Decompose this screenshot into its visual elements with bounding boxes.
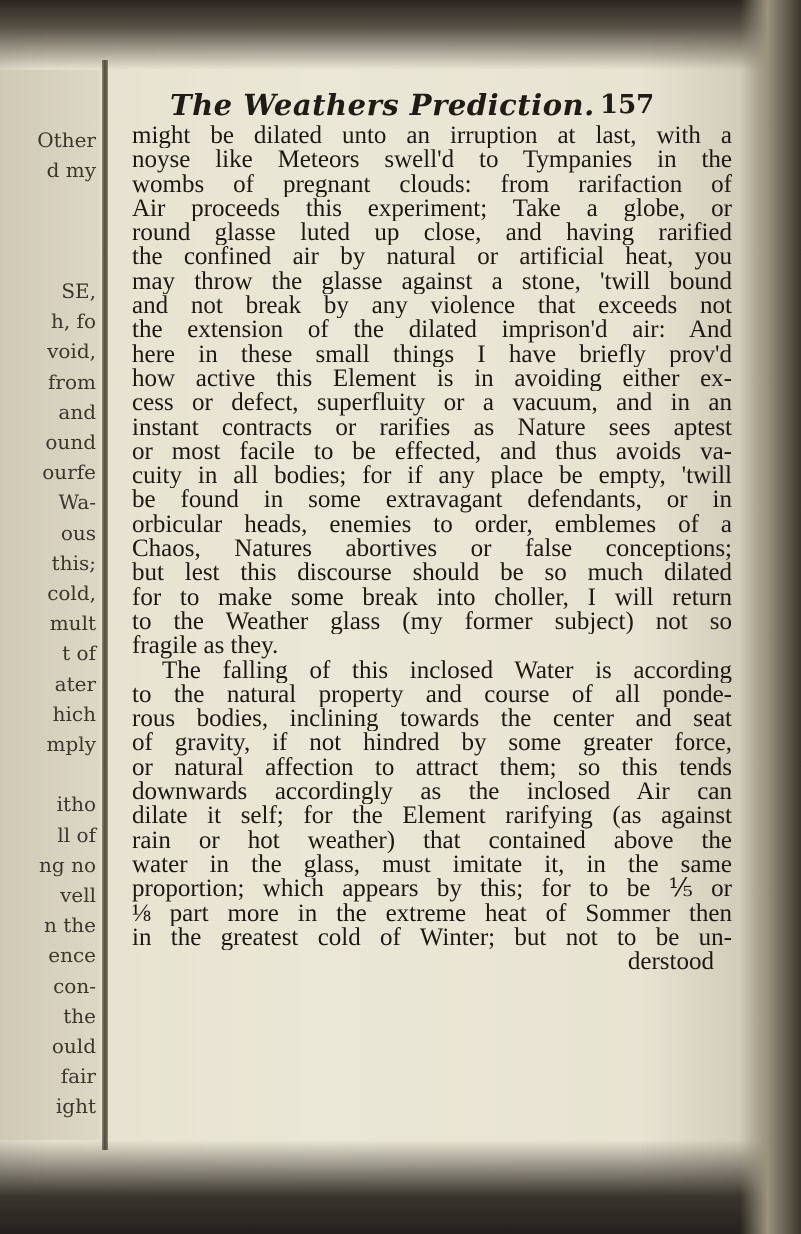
- left-page-fragment: ight: [55, 1094, 96, 1119]
- page-header: [130, 88, 730, 128]
- text-line: the extension of the dilated imprison'd air: And: [132, 318, 732, 343]
- text-line: how active this Element is in avoiding either ex-: [132, 366, 732, 392]
- text-line: rous bodies, inclining towards the center and seat: [132, 707, 732, 732]
- left-page-fragment: con-: [53, 973, 96, 998]
- text-line: proportion; which appears by this; for to be ⅕ or: [132, 877, 732, 902]
- text-line: to the Weather glass (my former subject) not so: [132, 609, 732, 635]
- left-page-fragment: ater: [54, 671, 96, 696]
- left-page-fragment: vell: [60, 883, 96, 907]
- left-page-fragment: fair: [60, 1064, 96, 1089]
- left-page-fragment: ng no: [39, 852, 96, 877]
- right-page-edge: [740, 0, 801, 1234]
- left-page-fragment: ound: [45, 430, 96, 454]
- left-page-fragment: void,: [47, 339, 96, 364]
- left-page-fragment: itho: [56, 792, 96, 817]
- text-line: cess or defect, superfluity or a vacuum, and in an: [132, 391, 732, 416]
- left-page-fragment: mult: [49, 611, 96, 636]
- text-line: or most facile to be effected, and thus avoids va-: [132, 439, 732, 465]
- text-line: might be dilated unto an irruption at last, with a: [132, 124, 732, 149]
- left-page-fragment: SE,: [61, 279, 96, 303]
- left-page-fragment: mply: [46, 732, 96, 756]
- left-page-fragment: ence: [48, 943, 96, 968]
- text-line: for to make some break into choller, I will return: [132, 585, 732, 610]
- text-line: downwards accordingly as the inclosed Air can: [132, 780, 732, 805]
- left-page-fragment: Other: [37, 128, 96, 152]
- left-page-fragment: ourfe: [42, 460, 96, 485]
- left-page-fragment: t of: [62, 641, 96, 666]
- text-line: in the greatest cold of Winter; but not to be un-: [132, 925, 732, 951]
- text-line: to the natural property and course of all ponde-: [132, 682, 732, 708]
- text-line: dilate it self; for the Element rarifying (as against: [132, 804, 732, 829]
- text-line: ⅛ part more in the extreme heat of Sommer then: [132, 901, 732, 926]
- text-line: cuity in all bodies; for if any place be empty, 'twill: [132, 464, 732, 489]
- left-page-fragment: Wa-: [58, 490, 96, 515]
- text-line: the confined air by natural or artificial heat, you: [132, 245, 732, 270]
- text-line: be found in some extravagant defendants, or in: [132, 488, 732, 513]
- left-page-fragment: hich: [52, 701, 96, 726]
- text-line: may throw the glasse against a stone, 'twill bound: [132, 269, 732, 295]
- left-page-fragment: ould: [51, 1034, 96, 1058]
- text-line: wombs of pregnant clouds: from rarifaction of: [132, 172, 732, 197]
- left-page-fragment: and: [58, 399, 96, 424]
- left-page-fragment: d my: [46, 158, 96, 183]
- text-line: and not break by any violence that exceeds not: [132, 294, 732, 319]
- text-line: orbicular heads, enemies to order, emblemes of a: [132, 512, 732, 538]
- left-page-fragment: this;: [51, 550, 96, 575]
- text-line: Air proceeds this experiment; Take a globe, or: [132, 196, 732, 222]
- body-text: [132, 124, 732, 974]
- book-gutter: [102, 60, 108, 1150]
- text-line: derstood: [627, 950, 714, 975]
- bottom-shadow: [0, 1140, 801, 1234]
- running-title: The Weathers Prediction.: [170, 88, 595, 122]
- left-page-fragment: ll of: [57, 822, 96, 847]
- text-line: round glasse luted up close, and having rarified: [132, 221, 732, 246]
- text-line: water in the glass, must imitate it, in the same: [132, 852, 732, 878]
- text-line: but lest this discourse should be so much dilated: [132, 561, 732, 586]
- text-line: or natural affection to attract them; so this tends: [132, 755, 732, 781]
- text-line: here in these small things I have briefly prov'd: [132, 342, 732, 367]
- text-line: instant contracts or rarifies as Nature sees aptest: [132, 415, 732, 440]
- text-line: rain or hot weather) that contained above the: [132, 828, 732, 853]
- text-line: fragile as they.: [132, 634, 279, 659]
- left-page-fragment: from: [48, 369, 96, 394]
- left-page-fragment: h, fo: [50, 309, 96, 334]
- top-shadow: [0, 0, 801, 70]
- text-line: noyse like Meteors swell'd to Tympanies in the: [132, 148, 732, 173]
- text-line: The falling of this inclosed Water is according: [162, 658, 732, 683]
- text-line: of gravity, if not hindred by some greater force,: [132, 731, 732, 756]
- left-page-fragment: the: [63, 1003, 96, 1028]
- page-number: 157: [600, 90, 655, 120]
- left-page-fragment: cold,: [47, 581, 96, 605]
- text-line: Chaos, Natures abortives or false conceptions;: [132, 537, 732, 562]
- left-page-fragment: ous: [60, 520, 96, 545]
- left-page-fragment: n the: [44, 913, 96, 938]
